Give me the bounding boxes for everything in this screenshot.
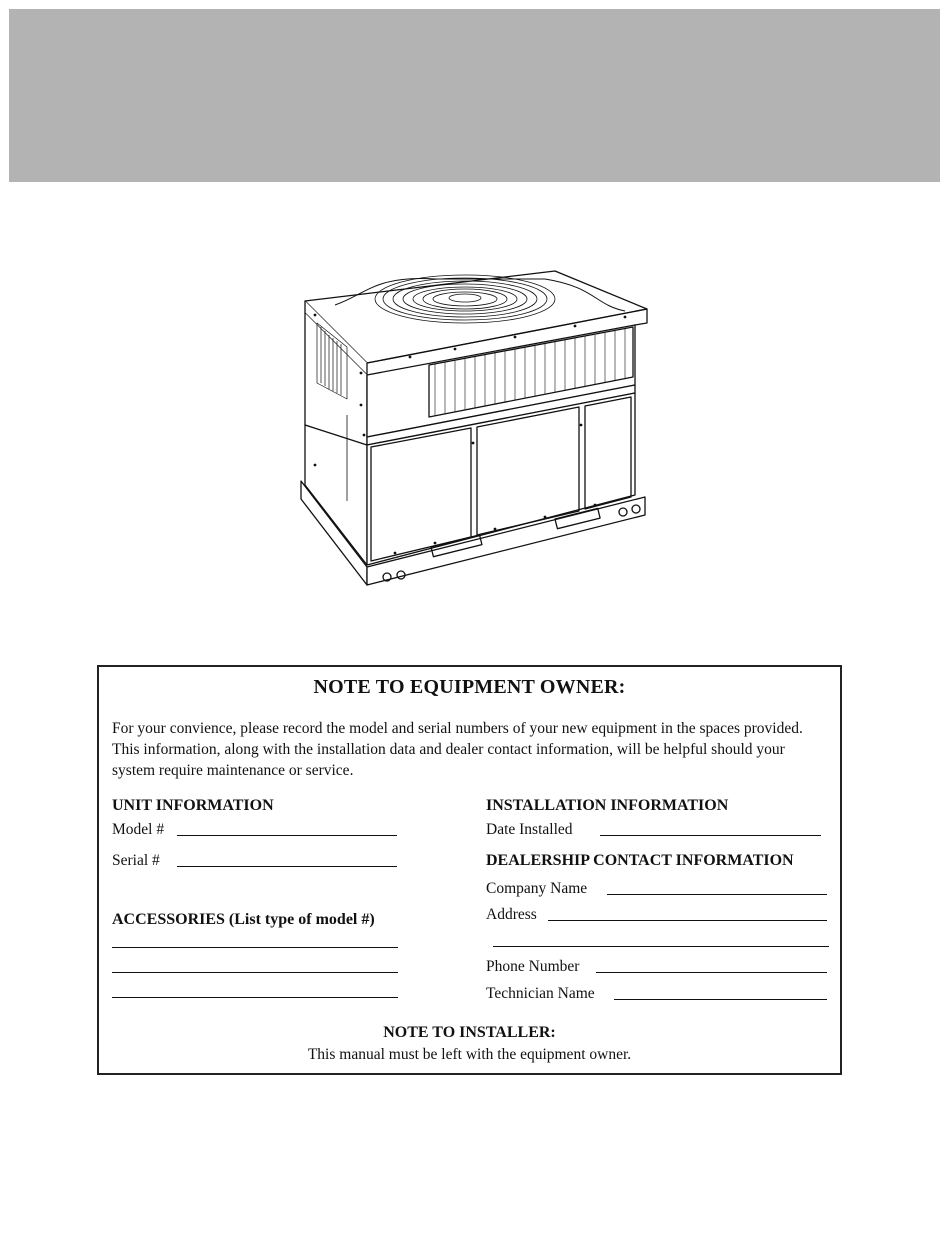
company-name-label: Company Name (486, 880, 588, 897)
unit-information-heading: UNIT INFORMATION (112, 797, 274, 814)
installer-note-text: This manual must be left with the equipment owner. (307, 1046, 632, 1063)
packaged-unit-illustration (295, 265, 657, 600)
technician-name-label: Technician Name (486, 985, 595, 1002)
address-line-1[interactable] (548, 920, 827, 921)
address-label: Address (486, 906, 537, 923)
phone-number-line[interactable] (596, 972, 827, 973)
model-label: Model # (112, 821, 165, 838)
phone-number-label: Phone Number (486, 958, 580, 975)
header-band (9, 9, 940, 182)
installation-information-heading: INSTALLATION INFORMATION (486, 797, 729, 814)
accessories-heading: ACCESSORIES (List type of model #) (112, 911, 375, 928)
accessory-line-2[interactable] (112, 972, 398, 973)
dealership-heading: DEALERSHIP CONTACT INFORMATION (486, 852, 794, 869)
company-name-line[interactable] (607, 894, 827, 895)
model-line[interactable] (177, 835, 397, 836)
serial-label: Serial # (112, 852, 160, 869)
address-line-2[interactable] (493, 946, 829, 947)
technician-name-line[interactable] (614, 999, 827, 1000)
date-installed-label: Date Installed (486, 821, 573, 838)
serial-line[interactable] (177, 866, 397, 867)
accessory-line-3[interactable] (112, 997, 398, 998)
owner-note-intro: For your convience, please record the model and serial numbers of your new equipment in the spaces provided. This information, along with the installation data and dealer contact information, will be helpful should your system require maintenance or service. (112, 720, 803, 779)
date-installed-line[interactable] (600, 835, 821, 836)
installer-note-title: NOTE TO INSTALLER: (383, 1024, 556, 1041)
owner-note-title: NOTE TO EQUIPMENT OWNER: (313, 676, 626, 698)
owner-note-box (97, 665, 842, 1075)
accessory-line-1[interactable] (112, 947, 398, 948)
